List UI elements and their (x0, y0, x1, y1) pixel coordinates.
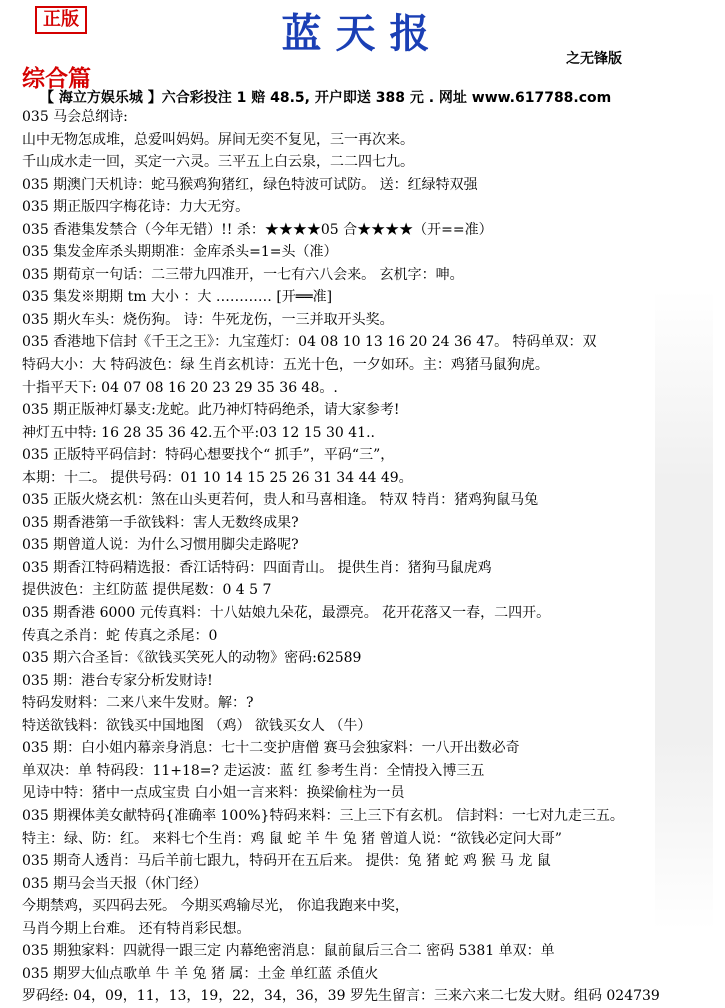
text-line: 035 期曾道人说：为什么习惯用脚尖走路呢? (22, 537, 299, 554)
text-line: 035 香港地下信封《千王之王》：九宝莲灯：04 08 10 13 16 20 24 36 47。 特码单双：双 (22, 334, 597, 351)
text-line: 神灯五中特: 16 28 35 36 42.五个平:03 12 15 30 41.. (22, 424, 375, 441)
newspaper-title: 蓝天报 (281, 11, 444, 57)
text-line: 035 集发※期期 tm 大小 ：大 ………… [开══准] (22, 289, 333, 306)
text-line: 特送欲钱料：欲钱买中国地图 （鸡） 欲钱买女人 （牛） (22, 717, 372, 734)
text-line: 035 期香港第一手欲钱料：害人无数终成果? (22, 514, 299, 531)
text-line: 035 正版特平码信封：特码心想要找个“ 抓手”，平码“三”， (22, 447, 395, 464)
text-line: 035 期独家料：四就得一跟三定 内幕绝密消息：鼠前鼠后三合二 密码 5381 单双：单 (22, 943, 555, 960)
text-line: 035 期荀京一句话：二三带九四准开，一七有六八会来。 玄机字：呻。 (22, 266, 464, 283)
text-line: 传真之杀肖：蛇 传真之杀尾：0 (22, 627, 218, 644)
text-line: 提供波色：主红防蓝 提供尾数：0 4 5 7 (22, 582, 272, 599)
text-line: 035 期：白小姐内幕亲身消息：七十二变护唐僧 赛马会独家料：一八开出数必奇 (22, 740, 520, 757)
text-line: 本期：十二。 提供号码：01 10 14 15 25 26 31 34 44 49。 (22, 469, 413, 486)
text-line: 035 期奇人透肖：马后羊前七跟九，特码开在五后来。 提供：兔 猪 蛇 鸡 猴 马 龙 鼠 (22, 853, 551, 870)
text-line: 035 期马会当天报（休门经） (22, 875, 208, 892)
text-line: 035 集发金库杀头期期准：金库杀头=1=头（准） (22, 244, 338, 261)
text-line: 单双决：单 特码段：11+18=? 走运波：蓝 红 参考生肖：全情投入博三五 (22, 762, 485, 779)
text-line: 035 期六合圣旨：《欲钱买笑死人的动物》密码:62589 (22, 650, 362, 667)
genuine-edition-badge: 正版 (35, 6, 87, 34)
text-line: 035 期香江特码精选报：香江话特码：四面青山。 提供生肖：猪狗马鼠虎鸡 (22, 559, 492, 576)
text-line: 特码大小：大 特码波色：绿 生肖玄机诗：五光十色，一夕如环。主：鸡猪马鼠狗虎。 (22, 357, 549, 374)
text-line: 035 香港集发禁合（今年无错）!! 杀：★★★★05 合★★★★（开==准） (22, 221, 493, 238)
text-line: 罗码经: 04，09，11，13，19，22，34，36，39 罗先生留言：三来六来二七发大财。组码 024739 (22, 988, 660, 1005)
text-line: 035 期火车头：烧伤狗。 诗：牛死龙伤，一三并取开头奖。 (22, 311, 394, 328)
edition-label: 之无锋版 (566, 51, 622, 67)
text-line: 今期禁鸡，买四码去死。 今期买鸡输尽光， 你追我跑来中奖， (22, 898, 409, 915)
text-line: 035 期澳门天机诗：蛇马猴鸡狗猪红，绿色特波可试防。 送：红绿特双强 (22, 176, 478, 193)
text-line: 特主：绿、防：红。 来料七个生肖：鸡 鼠 蛇 羊 牛 兔 猪 曾道人说：“欲钱必定问大哥” (22, 830, 562, 847)
text-line: 特码发财料：二来八来牛发财。解：? (22, 695, 254, 712)
text-line: 035 期裸体美女献特码{准确率 100%}特码来料：三上三下有玄机。 信封料：一七对九走三五。 (22, 807, 624, 824)
text-line: 035 期香港 6000 元传真料：十八姑娘九朵花，最漂亮。 花开花落又一春，二四开。 (22, 605, 551, 622)
text-line: 十指平天下: 04 07 08 16 20 23 29 35 36 48。. (22, 379, 338, 396)
article-body (22, 106, 722, 1008)
text-line: 035 期罗大仙点歌单 牛 羊 兔 猪 属：土金 单红蓝 杀值火 (22, 965, 379, 982)
advertisement-banner: 【 海立方娱乐城 】六合彩投注 1 赔 48.5, 开户即送 388 元 . 网址 www.617788.com (40, 90, 612, 106)
text-line: 035 期：港台专家分析发财诗! (22, 672, 213, 689)
text-line: 山中无物怎成堆，总爱叫妈妈。屏间无奕不复见，三一再次来。 (22, 131, 414, 148)
text-line: 千山成水走一回，买定一六灵。三平五上白云泉，二二四七九。 (22, 154, 414, 171)
text-line: 035 马会总纲诗: (22, 109, 128, 125)
text-line: 035 期正版神灯暴支:龙蛇。此乃神灯特码绝杀，请大家参考! (22, 402, 400, 419)
text-line: 035 正版火烧玄机：煞在山头更若何，贵人和马喜相逢。 特双 特肖：猪鸡狗鼠马兔 (22, 492, 539, 509)
text-line: 见诗中特：猪中一点成宝贵 白小姐一言来料：换梁偷柱为一员 (22, 785, 405, 802)
section-heading: 综合篇 (22, 66, 91, 92)
text-line: 035 期正版四字梅花诗：力大无穷。 (22, 199, 250, 216)
text-line: 马肖今期上台难。 还有特肖彩民想。 (22, 920, 251, 937)
